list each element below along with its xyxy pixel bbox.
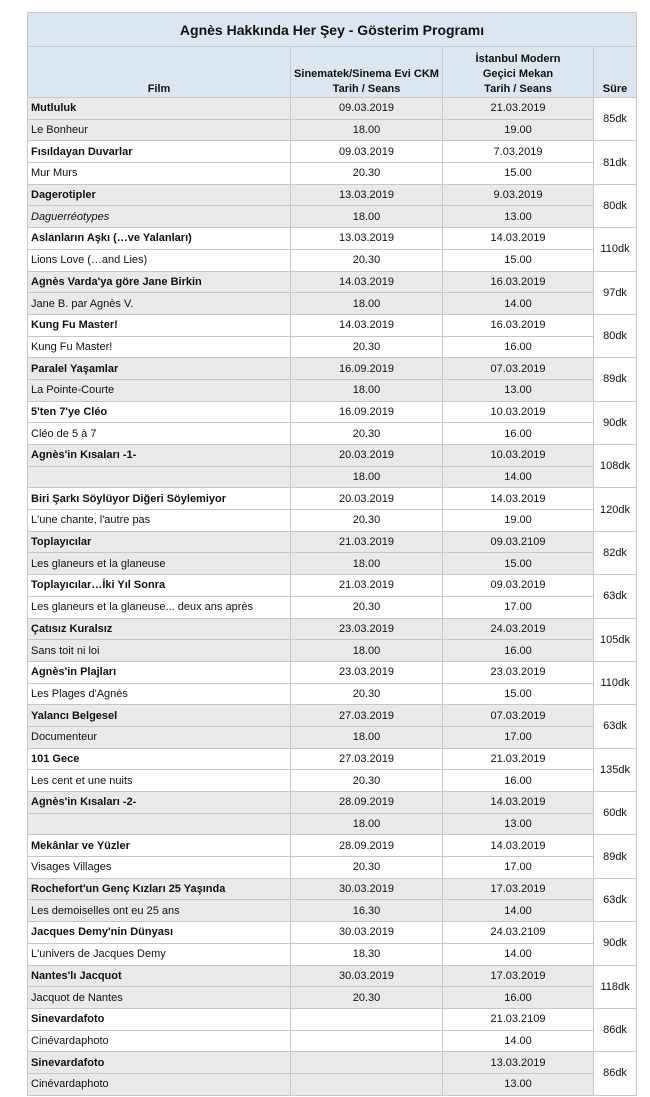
venue1-time: 20.30	[291, 596, 443, 618]
film-duration: 86dk	[594, 1052, 637, 1095]
venue1-time: 20.30	[291, 249, 443, 271]
film-turkish-title: Paralel Yaşamlar	[28, 358, 291, 380]
venue1-time: 20.30	[291, 336, 443, 358]
film-turkish-title: Dagerotipler	[28, 184, 291, 206]
film-row-sub	[28, 726, 637, 748]
film-duration: 108dk	[594, 445, 637, 488]
film-original-title: Cléo de 5 à 7	[28, 423, 291, 445]
venue1-time	[291, 1030, 443, 1052]
venue2-column-header	[443, 47, 594, 98]
venue1-date: 27.03.2019	[291, 705, 443, 727]
venue2-date: 21.03.2109	[443, 1008, 594, 1030]
film-original-title: Les glaneurs et la glaneuse... deux ans après	[28, 596, 291, 618]
venue2-name: İstanbul Modern	[475, 53, 561, 65]
film-turkish-title: Mekânlar ve Yüzler	[28, 835, 291, 857]
film-row-sub	[28, 206, 637, 228]
venue2-time: 14.00	[443, 900, 594, 922]
venue1-time: 18.00	[291, 119, 443, 141]
film-row	[28, 661, 637, 683]
film-row-sub	[28, 553, 637, 575]
duration-column-header: Süre	[594, 47, 637, 98]
film-row	[28, 1008, 637, 1030]
venue2-time: 13.00	[443, 1073, 594, 1095]
venue2-time: 14.00	[443, 943, 594, 965]
film-turkish-title: Agnès Varda'ya göre Jane Birkin	[28, 271, 291, 293]
film-column-header: Film	[28, 47, 291, 98]
venue2-date: 10.03.2019	[443, 445, 594, 467]
venue1-date: 16.09.2019	[291, 358, 443, 380]
film-original-title: Mur Murs	[28, 163, 291, 185]
film-duration: 110dk	[594, 661, 637, 704]
venue2-time: 16.00	[443, 770, 594, 792]
film-row	[28, 748, 637, 770]
film-row-sub	[28, 900, 637, 922]
film-duration: 81dk	[594, 141, 637, 184]
film-row-sub	[28, 640, 637, 662]
film-row-sub	[28, 770, 637, 792]
venue1-time: 18.30	[291, 943, 443, 965]
venue2-date: 24.03.2019	[443, 618, 594, 640]
venue1-date: 13.03.2019	[291, 184, 443, 206]
venue2-time: 19.00	[443, 510, 594, 532]
venue2-time: 14.00	[443, 293, 594, 315]
film-row-sub	[28, 857, 637, 879]
film-row-sub	[28, 510, 637, 532]
film-row	[28, 835, 637, 857]
venue1-date	[291, 1052, 443, 1074]
film-original-title: Le Bonheur	[28, 119, 291, 141]
venue1-date: 23.03.2019	[291, 618, 443, 640]
venue2-date: 23.03.2019	[443, 661, 594, 683]
venue2-time: 15.00	[443, 683, 594, 705]
venue1-date: 28.09.2019	[291, 835, 443, 857]
venue1-date	[291, 1008, 443, 1030]
venue1-date: 23.03.2019	[291, 661, 443, 683]
film-row	[28, 705, 637, 727]
film-row-sub	[28, 596, 637, 618]
venue1-date: 14.03.2019	[291, 271, 443, 293]
venue1-date: 13.03.2019	[291, 228, 443, 250]
film-duration: 120dk	[594, 488, 637, 531]
venue1-date: 16.09.2019	[291, 401, 443, 423]
venue1-time: 16.30	[291, 900, 443, 922]
film-row	[28, 401, 637, 423]
venue2-time: 14.00	[443, 1030, 594, 1052]
film-turkish-title: Agnès'in Plajları	[28, 661, 291, 683]
venue1-time: 20.30	[291, 857, 443, 879]
venue2-date: 14.03.2019	[443, 835, 594, 857]
film-turkish-title: Nantes'lı Jacquot	[28, 965, 291, 987]
film-duration: 63dk	[594, 575, 637, 618]
venue2-date: 14.03.2019	[443, 792, 594, 814]
venue2-date: 17.03.2019	[443, 878, 594, 900]
venue2-time: 16.00	[443, 987, 594, 1009]
venue1-date: 21.03.2019	[291, 575, 443, 597]
header-row	[28, 47, 637, 98]
venue2-time: 19.00	[443, 119, 594, 141]
film-turkish-title: Çatısız Kuralsız	[28, 618, 291, 640]
venue2-time: 13.00	[443, 813, 594, 835]
film-row-sub	[28, 336, 637, 358]
film-turkish-title: Rochefort'un Genç Kızları 25 Yaşında	[28, 878, 291, 900]
venue2-date: 09.03.2109	[443, 531, 594, 553]
film-row-sub	[28, 119, 637, 141]
film-duration: 105dk	[594, 618, 637, 661]
film-original-title: L'une chante, l'autre pas	[28, 510, 291, 532]
film-original-title: La Pointe-Courte	[28, 379, 291, 401]
film-turkish-title: Kung Fu Master!	[28, 314, 291, 336]
venue1-time	[291, 1073, 443, 1095]
film-duration: 118dk	[594, 965, 637, 1008]
venue1-column-header	[291, 47, 443, 98]
film-duration: 90dk	[594, 401, 637, 444]
venue1-date: 28.09.2019	[291, 792, 443, 814]
film-row	[28, 878, 637, 900]
film-duration: 135dk	[594, 748, 637, 791]
venue1-date: 14.03.2019	[291, 314, 443, 336]
venue2-date: 7.03.2019	[443, 141, 594, 163]
venue2-time: 16.00	[443, 336, 594, 358]
schedule-table	[27, 12, 637, 1096]
venue2-time: 15.00	[443, 553, 594, 575]
film-original-title: Les demoiselles ont eu 25 ans	[28, 900, 291, 922]
film-turkish-title: Biri Şarkı Söylüyor Diğeri Söylemiyor	[28, 488, 291, 510]
venue1-date: 20.03.2019	[291, 488, 443, 510]
film-turkish-title: Yalancı Belgesel	[28, 705, 291, 727]
film-duration: 82dk	[594, 531, 637, 574]
venue1-time: 18.00	[291, 726, 443, 748]
venue2-time: 16.00	[443, 423, 594, 445]
venue1-date: 30.03.2019	[291, 922, 443, 944]
film-row	[28, 965, 637, 987]
venue1-subheader: Tarih / Seans	[332, 83, 401, 95]
venue2-time: 13.00	[443, 379, 594, 401]
film-row	[28, 922, 637, 944]
film-row	[28, 358, 637, 380]
film-original-title: Les glaneurs et la glaneuse	[28, 553, 291, 575]
film-duration: 80dk	[594, 184, 637, 227]
venue1-time: 20.30	[291, 423, 443, 445]
venue1-date: 27.03.2019	[291, 748, 443, 770]
film-original-title: Jacquot de Nantes	[28, 987, 291, 1009]
film-original-title: Sans toit ni loi	[28, 640, 291, 662]
venue1-date: 30.03.2019	[291, 878, 443, 900]
film-original-title: Lions Love (…and Lies)	[28, 249, 291, 271]
film-row-sub	[28, 249, 637, 271]
venue1-time: 20.30	[291, 510, 443, 532]
title-row	[28, 13, 637, 47]
film-row	[28, 141, 637, 163]
film-original-title: Documenteur	[28, 726, 291, 748]
venue1-time: 18.00	[291, 813, 443, 835]
venue2-time: 16.00	[443, 640, 594, 662]
film-row	[28, 184, 637, 206]
venue1-time: 18.00	[291, 553, 443, 575]
film-turkish-title: Toplayıcılar	[28, 531, 291, 553]
venue1-date: 20.03.2019	[291, 445, 443, 467]
film-original-title: Les Plages d'Agnès	[28, 683, 291, 705]
film-row-sub	[28, 379, 637, 401]
film-turkish-title: Sinevardafoto	[28, 1008, 291, 1030]
venue2-date: 09.03.2019	[443, 575, 594, 597]
film-row	[28, 618, 637, 640]
venue2-date: 24.03.2109	[443, 922, 594, 944]
venue2-date: 14.03.2019	[443, 228, 594, 250]
venue2-time: 13.00	[443, 206, 594, 228]
film-original-title: L'univers de Jacques Demy	[28, 943, 291, 965]
film-duration: 63dk	[594, 705, 637, 748]
film-original-title: Cinévardaphoto	[28, 1030, 291, 1052]
film-row	[28, 575, 637, 597]
venue1-time: 20.30	[291, 683, 443, 705]
venue2-date: 17.03.2019	[443, 965, 594, 987]
film-turkish-title: 5'ten 7'ye Cléo	[28, 401, 291, 423]
film-original-title	[28, 813, 291, 835]
film-row-sub	[28, 466, 637, 488]
film-row	[28, 488, 637, 510]
film-row-sub	[28, 423, 637, 445]
venue2-date: 21.03.2019	[443, 748, 594, 770]
film-duration: 80dk	[594, 314, 637, 357]
film-row	[28, 1052, 637, 1074]
venue2-time: 17.00	[443, 857, 594, 879]
film-row-sub	[28, 1073, 637, 1095]
film-original-title: Jane B. par Agnès V.	[28, 293, 291, 315]
venue2-date: 16.03.2019	[443, 314, 594, 336]
film-duration: 89dk	[594, 835, 637, 878]
venue2-time: 17.00	[443, 726, 594, 748]
film-row	[28, 792, 637, 814]
film-original-title: Visages Villages	[28, 857, 291, 879]
venue2-date: 13.03.2019	[443, 1052, 594, 1074]
film-turkish-title: 101 Gece	[28, 748, 291, 770]
venue1-time: 20.30	[291, 770, 443, 792]
film-turkish-title: Mutluluk	[28, 98, 291, 120]
venue2-date: 16.03.2019	[443, 271, 594, 293]
film-turkish-title: Aslanların Aşkı (…ve Yalanları)	[28, 228, 291, 250]
film-row	[28, 445, 637, 467]
venue1-date: 09.03.2019	[291, 141, 443, 163]
film-original-title: Cinévardaphoto	[28, 1073, 291, 1095]
venue2-time: 15.00	[443, 249, 594, 271]
film-row	[28, 98, 637, 120]
venue1-date: 30.03.2019	[291, 965, 443, 987]
film-original-title: Les cent et une nuits	[28, 770, 291, 792]
film-duration: 63dk	[594, 878, 637, 921]
venue2-date: 07.03.2019	[443, 705, 594, 727]
venue1-time: 20.30	[291, 163, 443, 185]
venue1-time: 18.00	[291, 379, 443, 401]
venue2-date: 21.03.2019	[443, 98, 594, 120]
venue2-date: 10.03.2019	[443, 401, 594, 423]
film-row-sub	[28, 943, 637, 965]
film-row	[28, 271, 637, 293]
film-row	[28, 531, 637, 553]
venue2-name-line2: Geçici Mekan	[482, 68, 554, 80]
film-turkish-title: Agnès'in Kısaları -1-	[28, 445, 291, 467]
venue1-time: 20.30	[291, 987, 443, 1009]
film-row-sub	[28, 987, 637, 1009]
venue2-date: 9.03.2019	[443, 184, 594, 206]
film-duration: 97dk	[594, 271, 637, 314]
film-turkish-title: Toplayıcılar…İki Yıl Sonra	[28, 575, 291, 597]
film-original-title: Daguerréotypes	[28, 206, 291, 228]
venue1-time: 18.00	[291, 640, 443, 662]
film-turkish-title: Sinevardafoto	[28, 1052, 291, 1074]
venue2-time: 14.00	[443, 466, 594, 488]
film-row	[28, 228, 637, 250]
venue1-date: 09.03.2019	[291, 98, 443, 120]
film-row	[28, 314, 637, 336]
venue2-time: 15.00	[443, 163, 594, 185]
venue1-name: Sinematek/Sinema Evi CKM	[294, 68, 439, 80]
film-row-sub	[28, 683, 637, 705]
film-row-sub	[28, 293, 637, 315]
venue2-time: 17.00	[443, 596, 594, 618]
venue1-time: 18.00	[291, 466, 443, 488]
film-duration: 89dk	[594, 358, 637, 401]
venue1-date: 21.03.2019	[291, 531, 443, 553]
film-row-sub	[28, 1030, 637, 1052]
film-original-title: Kung Fu Master!	[28, 336, 291, 358]
film-row-sub	[28, 163, 637, 185]
venue1-time: 18.00	[291, 293, 443, 315]
venue1-time: 18.00	[291, 206, 443, 228]
film-row-sub	[28, 813, 637, 835]
film-turkish-title: Fısıldayan Duvarlar	[28, 141, 291, 163]
film-duration: 110dk	[594, 228, 637, 271]
film-turkish-title: Jacques Demy'nin Dünyası	[28, 922, 291, 944]
venue2-date: 07.03.2019	[443, 358, 594, 380]
venue2-subheader: Tarih / Seans	[484, 83, 552, 95]
film-duration: 60dk	[594, 792, 637, 835]
film-original-title	[28, 466, 291, 488]
film-duration: 90dk	[594, 922, 637, 965]
film-duration: 86dk	[594, 1008, 637, 1051]
venue2-date: 14.03.2019	[443, 488, 594, 510]
page-title: Agnès Hakkında Her Şey - Gösterim Programı	[28, 13, 637, 47]
film-duration: 85dk	[594, 98, 637, 141]
film-turkish-title: Agnès'in Kısaları -2-	[28, 792, 291, 814]
